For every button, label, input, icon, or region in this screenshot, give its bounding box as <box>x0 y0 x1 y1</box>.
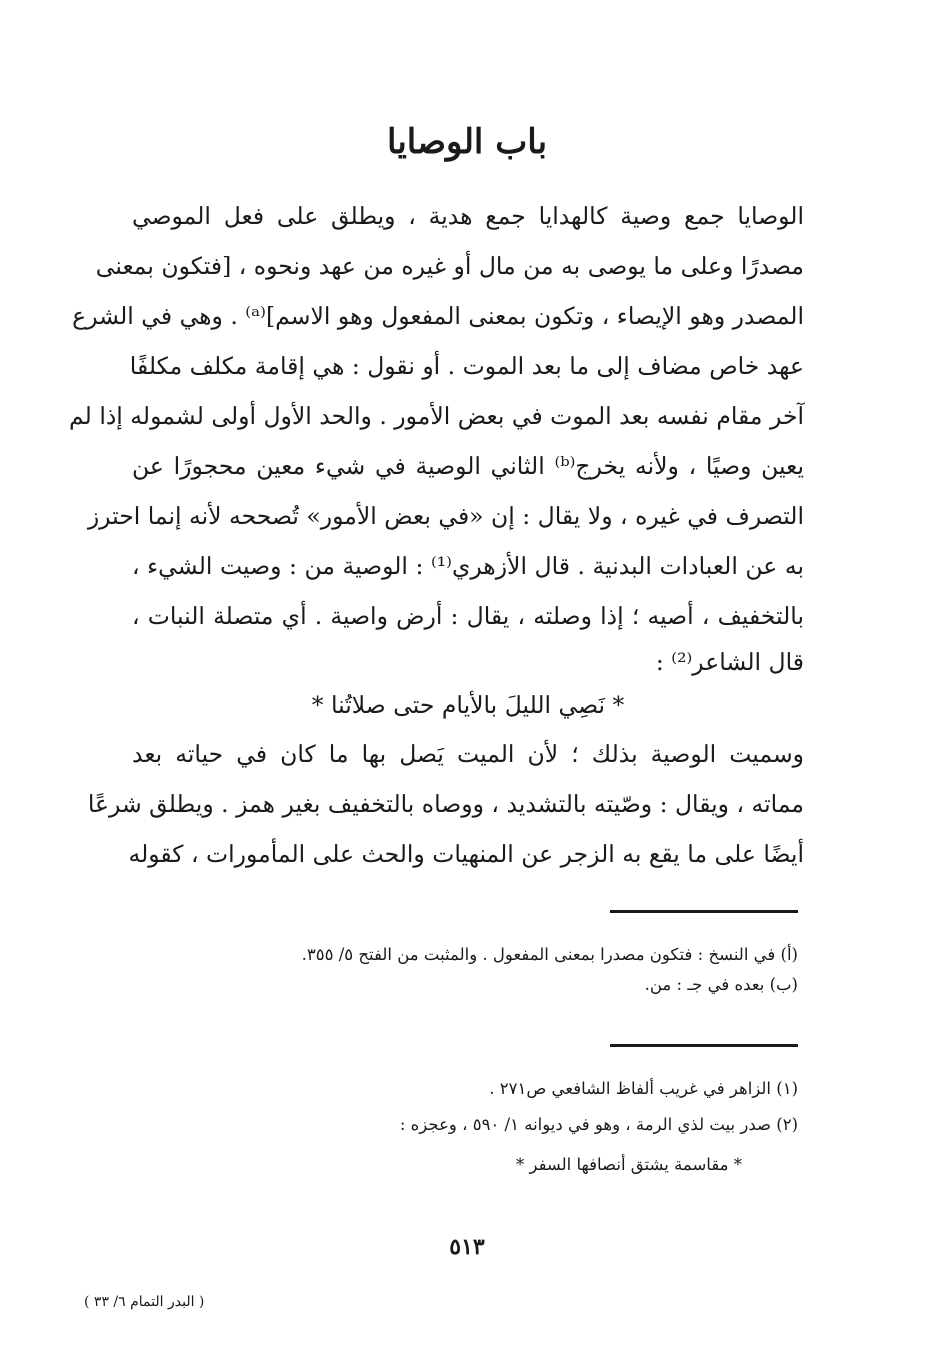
footnotes-divider <box>610 1044 798 1047</box>
body-line: الوصايا جمع وصية كالهدايا جمع هدية ، ويطلق على فعل الموصي <box>132 202 804 230</box>
body-line: المصدر وهو الإيصاء ، وتكون بمعنى المفعول وهو الاسم]⁽ᵃ⁾ . وهي في الشرع <box>72 302 804 330</box>
printer-signature: ( البدر التمام ٦/ ٣٣ ) <box>84 1294 205 1310</box>
footnote: (٢) صدر بيت لذي الرمة ، وهو في ديوانه ١/ ٥٩٠ ، وعجزه : <box>399 1115 798 1134</box>
body-line: التصرف في غيره ، ولا يقال : إن «في بعض الأمور» تُصححه لأنه إنما احترز <box>87 502 804 530</box>
body-line: يعين وصيًا ، ولأنه يخرج⁽ᵇ⁾ الثاني الوصية في شيء معين محجورًا عن <box>132 452 805 480</box>
body-line: مصدرًا وعلى ما يوصى به من مال أو غيره من عهد ونحوه ، [فتكون بمعنى <box>95 252 804 280</box>
body-line: مماته ، ويقال : وصّيته بالتشديد ، ووصاه بالتخفيف بغير همز . ويطلق شرعًا <box>87 790 804 818</box>
body-line: وسميت الوصية بذلك ؛ لأن الميت يَصل بها ما كان في حياته بعد <box>132 740 804 768</box>
variant-note: (ب) بعده في جـ : من. <box>644 975 798 994</box>
variant-notes-divider <box>610 910 798 913</box>
body-line: آخر مقام نفسه بعد الموت في بعض الأمور . والحد الأول أولى لشموله إذا لم <box>69 402 804 430</box>
footnote-verse: * مقاسمة يشتق أنصافها السفر * <box>515 1155 742 1174</box>
main-paragraph <box>69 190 805 710</box>
body-line: به عن العبادات البدنية . قال الأزهري⁽¹⁾ : الوصية من : وصيت الشيء ، <box>132 552 804 580</box>
footnote: (١) الزاهر في غريب ألفاظ الشافعي ص٢٧١ . <box>489 1079 798 1098</box>
body-line: قال الشاعر⁽²⁾ : <box>655 648 804 676</box>
poetry-verse: * نَصِي الليلَ بالأيام حتى صلاتُنا * <box>311 691 625 719</box>
page-number: ٥١٣ <box>449 1234 485 1260</box>
second-paragraph <box>87 728 804 884</box>
body-line: بالتخفيف ، أصيه ؛ إذا وصلته ، يقال : أرض واصية . أي متصلة النبات ، <box>132 602 804 630</box>
body-line: أيضًا على ما يقع به الزجر عن المنهيات والحث على المأمورات ، كقوله <box>128 840 804 868</box>
body-line: عهد خاص مضاف إلى ما بعد الموت . أو نقول : هي إقامة مكلف مكلفًا <box>129 352 804 380</box>
chapter-title: باب الوصايا <box>386 122 548 162</box>
variant-note: (أ) في النسخ : فتكون مصدرا بمعنى المفعول . والمثبت من الفتح ٥/ ٣٥٥. <box>301 945 798 964</box>
